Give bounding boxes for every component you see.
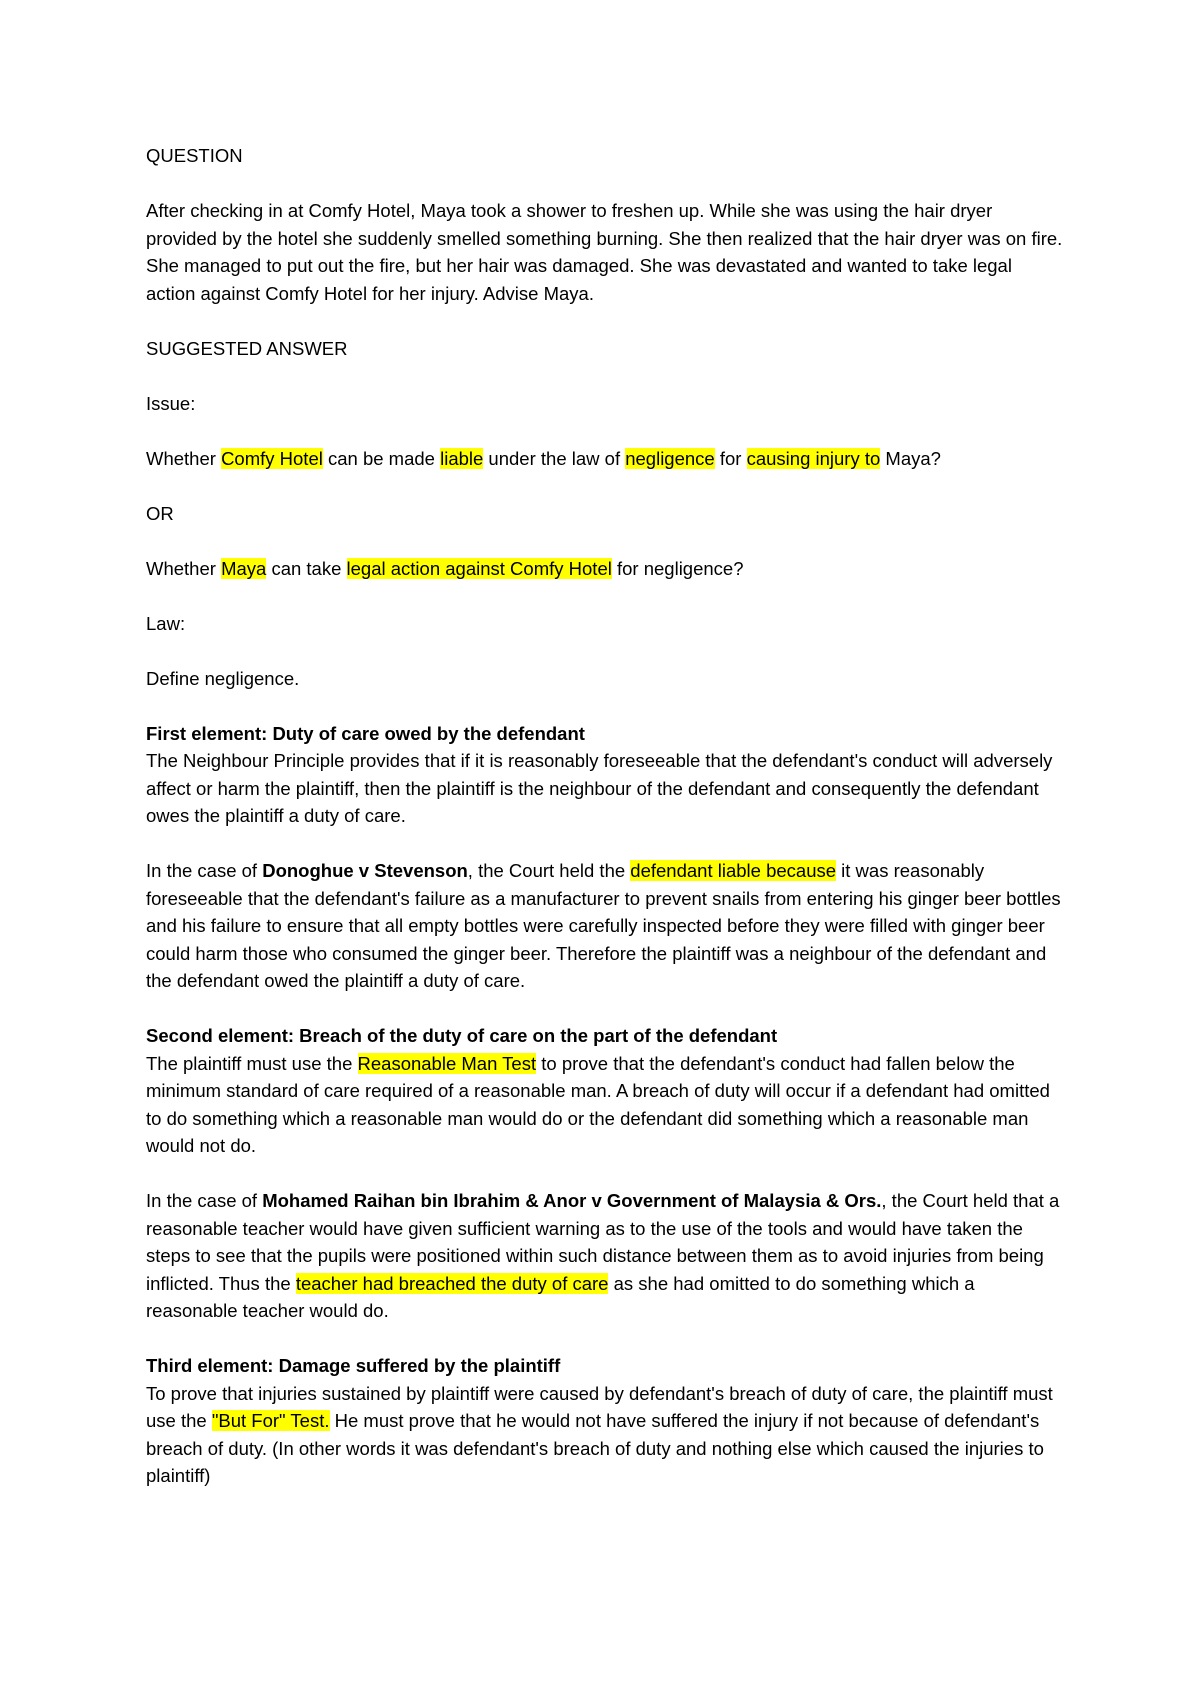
issue1-text-1: Whether [146,447,222,469]
second-text-2: to prove that the defendant's conduct had fallen below the minimum standard of care required of a reasonable man. A breach of duty will occur if a defendant had omitted to do something which a reasonable man would do or the defendant did something which a reasonable man would not do. [146,1052,1050,1156]
third-highlight: "But For" Test. [211,1410,330,1431]
third-text-2: He must prove that he would not have suffered the injury if not because of defendant's breach of duty. (In other words it was defendant's breach of duty and nothing else which caused the injuries to plaintiff) [146,1410,1044,1486]
issue2-highlight-1: Maya [221,557,267,579]
second-element-heading-text: Second element: Breach of the duty of care on the part of the defendant [146,1025,778,1046]
document-page [146,142,1066,1517]
answer-heading: SUGGESTED ANSWER [146,337,348,359]
issue2-text-1: Whether [146,557,222,579]
first-element-case [146,857,1066,995]
issue1-highlight-3: negligence [625,447,715,469]
issue-statement-2 [146,555,1066,583]
second-case-text-2: , the Court held that a reasonable teacher would have given sufficient warning as to the use of the tools and would have taken the steps to see that the pupils were positioned within such distance between them as to avoid injuries from being inflicted. Thus the [146,1190,1060,1294]
issue1-highlight-1: Comfy Hotel [221,447,323,469]
third-element-heading [146,1352,1066,1380]
question-text: After checking in at Comfy Hotel, Maya took a shower to freshen up. While she was using the hair dryer provided by the hotel she suddenly smelled something burning. She then realized that the hair dryer was on fire. She managed to put out the fire, but her hair was damaged. She was devastated and wanted to take legal action against Comfy Hotel for her injury. Advise Maya. [146,200,1063,304]
issue-statement-1 [146,445,1066,473]
first-element-heading [146,720,1066,748]
first-element-text: The Neighbour Principle provides that if it is reasonably foreseeable that the defendant's conduct will adversely affect or harm the plaintiff, then the plaintiff is the neighbour of the defendant and consequently the defendant owes the plaintiff a duty of care. [146,750,1053,826]
second-case-text-3: as she had omitted to do something which a reasonable teacher would do. [146,1272,975,1321]
define-negligence: Define negligence. [146,667,300,689]
first-case-name: Donoghue v Stevenson [262,860,468,881]
issue1-text-5: Maya? [880,447,941,469]
second-element-text [146,1050,1066,1160]
issue1-text-2: can be made [322,447,441,469]
issue-label: Issue: [146,392,196,414]
second-text-1: The plaintiff must use the [146,1052,358,1074]
or-label: OR [146,502,174,524]
second-highlight: Reasonable Man Test [357,1052,537,1074]
question-heading: QUESTION [146,145,243,166]
issue2-text-2: can take [266,557,347,579]
first-case-text-2: , the Court held the [467,860,631,881]
issue1-text-4: for [714,447,747,469]
second-case-text-1: In the case of [146,1190,263,1211]
law-label: Law: [146,612,186,634]
third-text-1: To prove that injuries sustained by plaintiff were caused by defendant's breach of duty of care, the plaintiff must use the [146,1382,1053,1431]
issue2-text-3: for negligence? [611,557,744,579]
first-case-text-1: In the case of [146,860,263,881]
second-case-name: Mohamed Raihan bin Ibrahim & Anor v Government of Malaysia & Ors. [262,1190,882,1211]
issue1-highlight-4: causing injury to [746,447,881,469]
issue1-text-3: under the law of [483,447,626,469]
first-element-heading-text: First element: Duty of care owed by the defendant [146,722,585,744]
third-element-text [146,1380,1066,1490]
first-case-text-3: it was reasonably foreseeable that the defendant's failure as a manufacturer to prevent snails from entering his ginger beer bottles and his failure to ensure that all empty bottles were carefully inspected before they were filled with ginger beer could harm those who consumed the ginger beer. Therefore the plaintiff was a neighbour of the defendant and the defendant owed the plaintiff a duty of care. [146,860,1061,991]
first-case-highlight: defendant liable because [630,860,837,881]
issue1-highlight-2: liable [440,447,484,469]
issue2-highlight-2: legal action against Comfy Hotel [346,557,612,579]
second-element-case [146,1187,1066,1325]
third-element-heading-text: Third element: Damage suffered by the plaintiff [146,1355,561,1376]
second-case-highlight: teacher had breached the duty of care [295,1272,609,1294]
second-element-heading [146,1022,1066,1050]
